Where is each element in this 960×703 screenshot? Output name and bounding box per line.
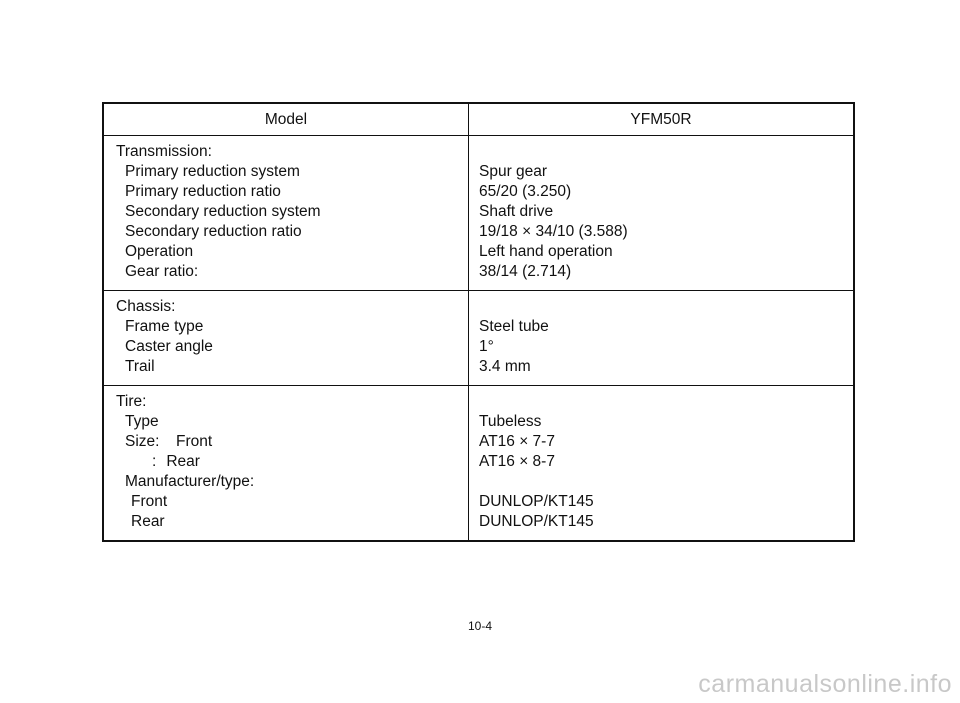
chassis-labels <box>103 291 469 386</box>
spec-value: 65/20 (3.250) <box>479 183 572 200</box>
spec-label: Manufacturer/type: <box>125 473 255 490</box>
spec-label: Type <box>125 413 159 430</box>
section-transmission <box>103 136 854 291</box>
spec-value: Tubeless <box>479 413 542 430</box>
spec-label: Primary reduction ratio <box>125 183 281 200</box>
header-model: Model <box>103 103 469 136</box>
spec-label: Operation <box>125 243 194 260</box>
spec-label: : <box>152 453 157 470</box>
spec-value: DUNLOP/KT145 <box>479 513 594 530</box>
spec-value: Left hand operation <box>479 243 613 260</box>
section-tire <box>103 386 854 542</box>
watermark: carmanualsonline.info <box>698 670 952 698</box>
transmission-labels <box>103 136 469 291</box>
spec-label: Caster angle <box>125 338 213 355</box>
spec-label: Rear <box>131 513 165 530</box>
chassis-values <box>469 291 855 386</box>
section-title: Chassis: <box>116 298 176 315</box>
spec-value: Steel tube <box>479 318 549 335</box>
spec-label: Front <box>176 433 213 450</box>
spec-table <box>102 102 855 542</box>
tire-values <box>469 386 855 542</box>
size-rear-row <box>116 452 456 472</box>
section-title: Transmission: <box>116 143 212 160</box>
spec-value: Shaft drive <box>479 203 554 220</box>
spec-value: 19/18 × 34/10 (3.588) <box>479 223 628 240</box>
spec-label: Trail <box>125 358 155 375</box>
spec-label: Secondary reduction system <box>125 203 321 220</box>
spec-value: 1° <box>479 338 494 355</box>
spec-value: 3.4 mm <box>479 358 531 375</box>
tire-labels <box>103 386 469 542</box>
spec-value: 38/14 (2.714) <box>479 263 572 280</box>
spec-value: AT16 × 8-7 <box>479 453 555 470</box>
spec-value: Spur gear <box>479 163 548 180</box>
spec-value: DUNLOP/KT145 <box>479 493 594 510</box>
section-chassis <box>103 291 854 386</box>
spec-label: Size: <box>125 433 160 450</box>
size-front-row <box>116 432 456 452</box>
spec-label: Frame type <box>125 318 204 335</box>
header-model-code: YFM50R <box>469 103 855 136</box>
section-title: Tire: <box>116 393 147 410</box>
spec-label: Gear ratio: <box>125 263 199 280</box>
table-header-row <box>103 103 854 136</box>
spec-label: Primary reduction system <box>125 163 300 180</box>
spec-label: Front <box>131 493 168 510</box>
spec-value: AT16 × 7-7 <box>479 433 555 450</box>
spec-label: Rear <box>166 453 200 470</box>
spec-label: Secondary reduction ratio <box>125 223 302 240</box>
page-number: 10-4 <box>467 619 493 633</box>
transmission-values <box>469 136 855 291</box>
